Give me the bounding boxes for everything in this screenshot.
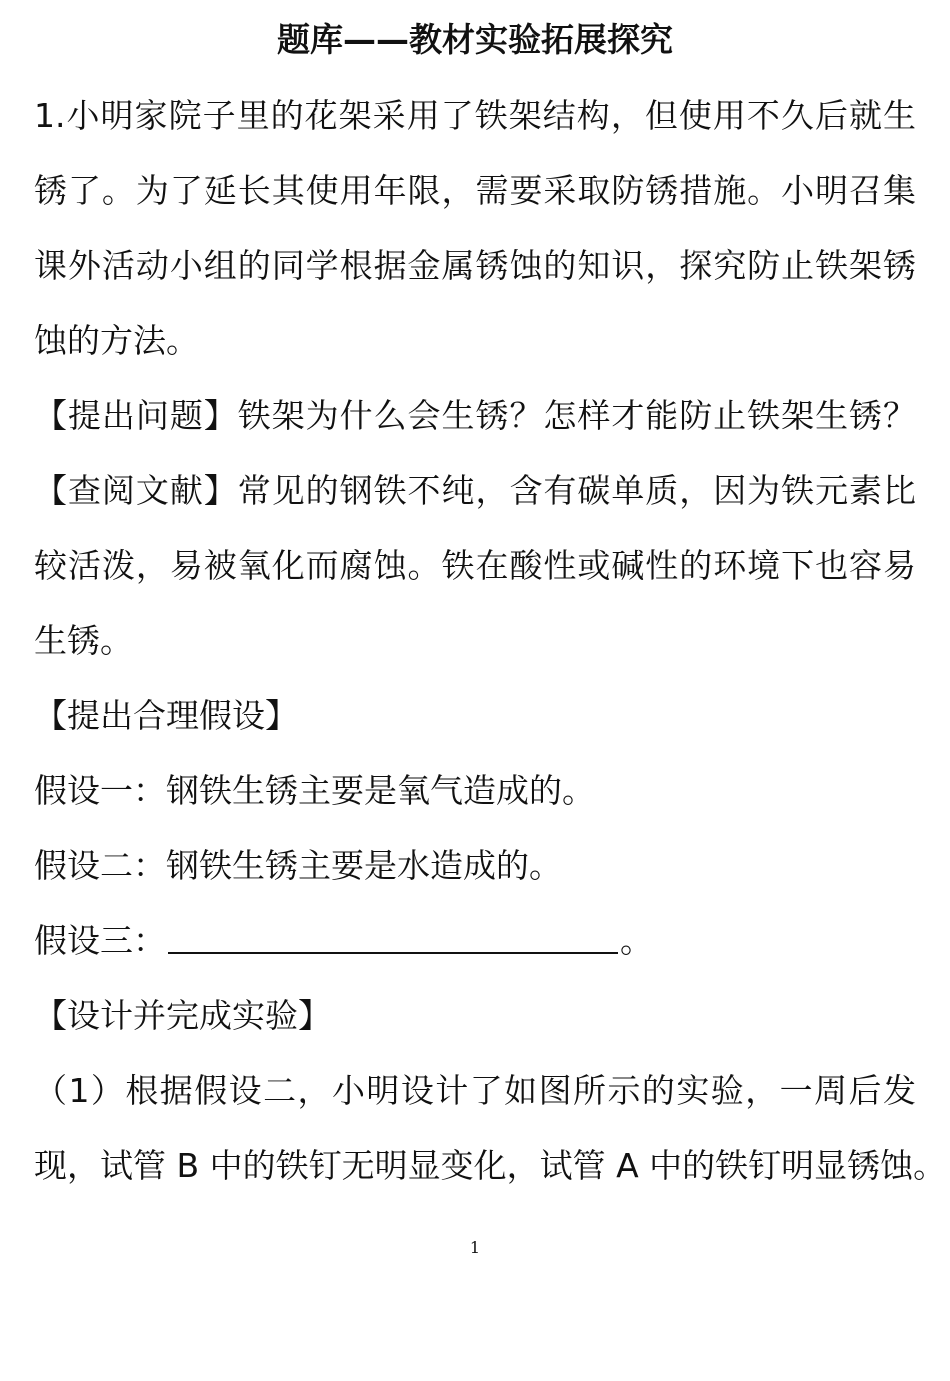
question-line: 课外活动小组的同学根据金属锈蚀的知识，探究防止铁架锈: [34, 246, 916, 285]
hypothesis-three: [34, 903, 916, 978]
answer-blank[interactable]: [168, 922, 618, 954]
experiment-line: 现，试管 B 中的铁钉无明显变化，试管 A 中的铁钉明显锈蚀。: [34, 1146, 947, 1185]
literature-line: 【查阅文献】常见的钢铁不纯，含有碳单质，因为铁元素比: [34, 471, 916, 510]
literature-line: 较活泼，易被氧化而腐蚀。铁在酸性或碱性的环境下也容易: [34, 546, 916, 585]
page-title: 题库——教材实验拓展探究: [277, 20, 673, 59]
document-body: [34, 78, 947, 1203]
question-line: 蚀的方法。: [34, 321, 199, 360]
experiment-heading: 【设计并完成实验】: [34, 996, 331, 1035]
raise-question-paragraph: 【提出问题】铁架为什么会生锈？怎样才能防止铁架生锈？: [34, 396, 916, 435]
hypothesis-two: 假设二：钢铁生锈主要是水造成的。: [34, 846, 562, 885]
question-line: 1.小明家院子里的花架采用了铁架结构，但使用不久后就生: [34, 96, 916, 135]
hypothesis-heading: 【提出合理假设】: [34, 696, 298, 735]
hypothesis-three-end: 。: [620, 921, 653, 960]
experiment-line: （1）根据假设二，小明设计了如图所示的实验，一周后发: [34, 1071, 916, 1110]
page-number: 1: [469, 1238, 481, 1257]
literature-line: 生锈。: [34, 621, 133, 660]
question-line: 锈了。为了延长其使用年限，需要采取防锈措施。小明召集: [34, 171, 916, 210]
hypothesis-three-label: 假设三：: [34, 921, 166, 960]
hypothesis-one: 假设一：钢铁生锈主要是氧气造成的。: [34, 771, 595, 810]
